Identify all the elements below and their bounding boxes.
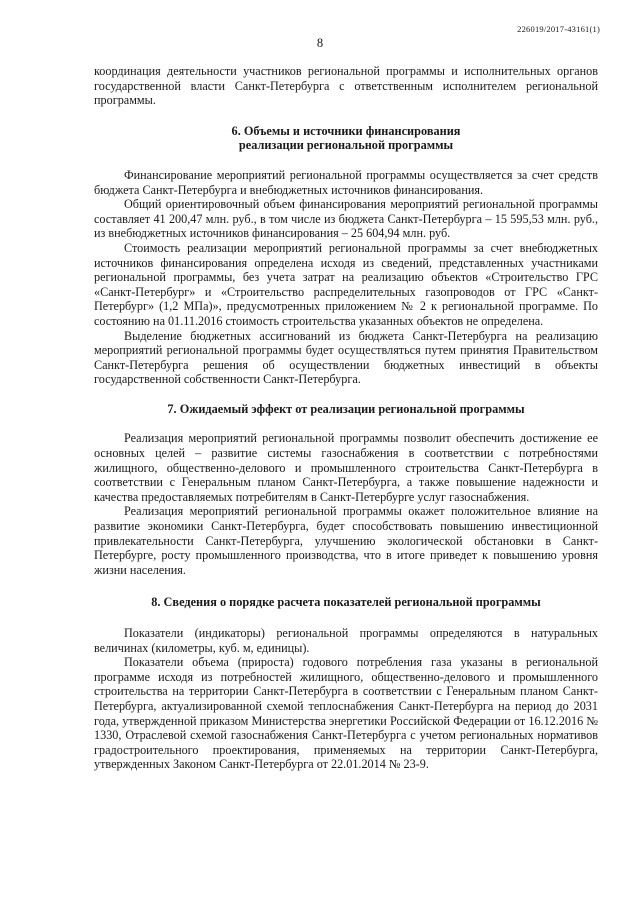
section-7-title: 7. Ожидаемый эффект от реализации региональной программы	[167, 401, 525, 416]
section-8-paragraph: Показатели (индикаторы) региональной программы определяются в натуральных величинах (километры, куб. м, единицы).	[94, 626, 598, 655]
section-6-title-line-2: реализации региональной программы	[238, 138, 454, 153]
section-6-paragraph: Общий ориентировочный объем финансирования мероприятий региональной программы составляет 41 200,47 млн. руб., в том числе из бюджета Санкт-Петербурга – 15 595,53 млн. руб., из внебюджетных источников финансирования – 25 604,94 млн. руб.	[94, 197, 598, 241]
section-6-title-line-1: 6. Объемы и источники финансирования	[231, 123, 461, 138]
page-number: 8	[316, 36, 324, 50]
section-7-paragraph: Реализация мероприятий региональной программы окажет положительное влияние на развитие экономики Санкт-Петербурга, будет способствовать повышению инвестиционной привлекательности Санкт-Петербурга, улучшению экологической обстановки в Санкт-Петербурге, росту промышленного производства, что в итоге приведет к повышению уровня жизни населения.	[94, 504, 598, 577]
document-registration-code: 226019/2017-43161(1)	[517, 24, 600, 34]
section-8-title: 8. Сведения о порядке расчета показателей региональной программы	[151, 595, 541, 610]
intro-paragraph: координация деятельности участников региональной программы и исполнительных органов государственной власти Санкт-Петербурга с ответственным исполнителем региональной программы.	[94, 64, 598, 108]
section-7-paragraph: Реализация мероприятий региональной программы позволит обеспечить достижение ее основных целей – развитие системы газоснабжения в соответствии с потребностями жилищного, общественно-делового и промышленного строительства Санкт-Петербурга в соответствии с Генеральным планом Санкт-Петербурга, а также повышение надежности и качества предоставляемых потребителям в Санкт-Петербурге услуг газоснабжения.	[94, 431, 598, 504]
section-6-paragraph: Выделение бюджетных ассигнований из бюджета Санкт-Петербурга на реализацию мероприятий региональной программы будет осуществляться путем принятия Правительством Санкт-Петербурга решения об осуществлении бюджетных инвестиций в объекты государственной собственности Санкт-Петербурга.	[94, 328, 598, 387]
document-body	[94, 64, 598, 772]
section-6-financing	[94, 124, 598, 387]
section-8-indicators	[94, 595, 598, 772]
section-6-paragraph: Финансирование мероприятий региональной программы осуществляется за счет средств бюджета Санкт-Петербурга и внебюджетных источников финансирования.	[94, 167, 598, 197]
section-6-heading	[94, 124, 598, 153]
section-7-expected-effect	[94, 402, 598, 578]
section-8-paragraph: Показатели объема (прироста) годового потребления газа указаны в региональной программе исходя из потребностей жилищного, общественно-делового и промышленного строительства на территории Санкт-Петербурга в соответствии с Генеральным планом Санкт-Петербурга, актуализированной схемой теплоснабжения Санкт-Петербурга на период до 2031 года, утвержденной приказом Министерства энергетики Российской Федерации от 16.12.2016 № 1330, Отраслевой схемой газоснабжения Санкт-Петербурга с учетом региональных нормативов градостроительного проектирования, применяемых на территории Санкт-Петербурга, утвержденных Законом Санкт-Петербурга от 22.01.2014 № 23-9.	[94, 655, 598, 772]
section-6-paragraph: Стоимость реализации мероприятий региональной программы за счет внебюджетных источников финансирования определена исходя из сведений, представленных участниками региональной программы, без учета затрат на реализацию объектов «Строительство ГРС «Санкт-Петербург» и «Строительство распределительных газопроводов от ГРС «Санкт-Петербург» (1,2 МПа)», предусмотренных приложением № 2 к региональной программе. По состоянию на 01.11.2016 стоимость строительства указанных объектов не определена.	[94, 240, 598, 328]
